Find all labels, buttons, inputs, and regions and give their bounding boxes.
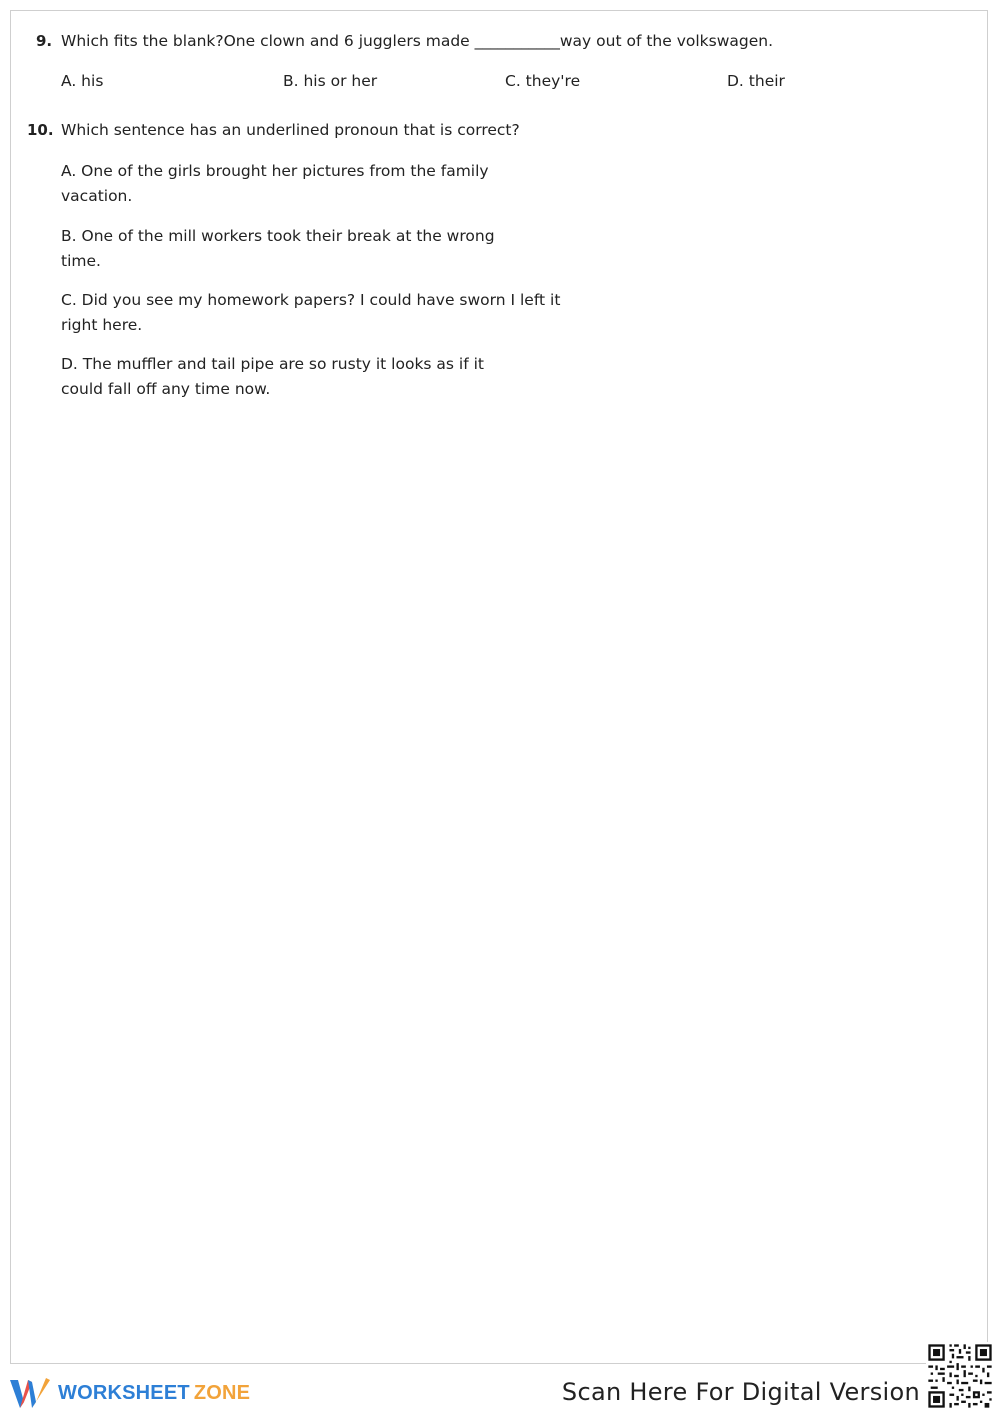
qr-code-icon[interactable] bbox=[926, 1342, 994, 1410]
option-line: vacation. bbox=[61, 187, 133, 205]
worksheetzone-w-icon bbox=[10, 1376, 50, 1410]
brand-logo[interactable] bbox=[10, 1376, 250, 1410]
brand-part-1: WORKSHEET bbox=[58, 1381, 190, 1404]
page-footer bbox=[0, 1364, 1000, 1414]
option-line: A. One of the girls brought her pictures from the family bbox=[61, 162, 489, 180]
question-number: 10. bbox=[27, 121, 54, 139]
option-d[interactable] bbox=[61, 352, 484, 402]
option-a[interactable] bbox=[61, 159, 489, 209]
brand-name bbox=[58, 1382, 250, 1405]
scan-text: Scan Here For Digital Version bbox=[561, 1378, 920, 1406]
option-line: D. The muffler and tail pipe are so rusty it looks as if it bbox=[61, 355, 485, 373]
worksheet-frame bbox=[10, 10, 988, 1364]
option-line: B. One of the mill workers took their break at the wrong bbox=[61, 227, 495, 245]
question-text: Which sentence has an underlined pronoun that is correct? bbox=[61, 121, 520, 139]
option-c[interactable] bbox=[61, 288, 560, 338]
option-b[interactable] bbox=[61, 224, 495, 274]
option-c[interactable]: C. they're bbox=[505, 72, 581, 90]
option-d[interactable]: D. their bbox=[727, 72, 785, 90]
option-line: could fall off any time now. bbox=[61, 380, 271, 398]
option-line: C. Did you see my homework papers? I could have sworn I left it bbox=[61, 291, 561, 309]
question-text: Which fits the blank?One clown and 6 jugglers made ___________way out of the volkswagen. bbox=[61, 32, 774, 50]
option-line: time. bbox=[61, 252, 101, 270]
brand-part-2: ZONE bbox=[193, 1381, 251, 1404]
option-line: right here. bbox=[61, 316, 143, 334]
question-number: 9. bbox=[36, 32, 53, 50]
option-b[interactable]: B. his or her bbox=[283, 72, 378, 90]
option-a[interactable]: A. his bbox=[61, 72, 104, 90]
